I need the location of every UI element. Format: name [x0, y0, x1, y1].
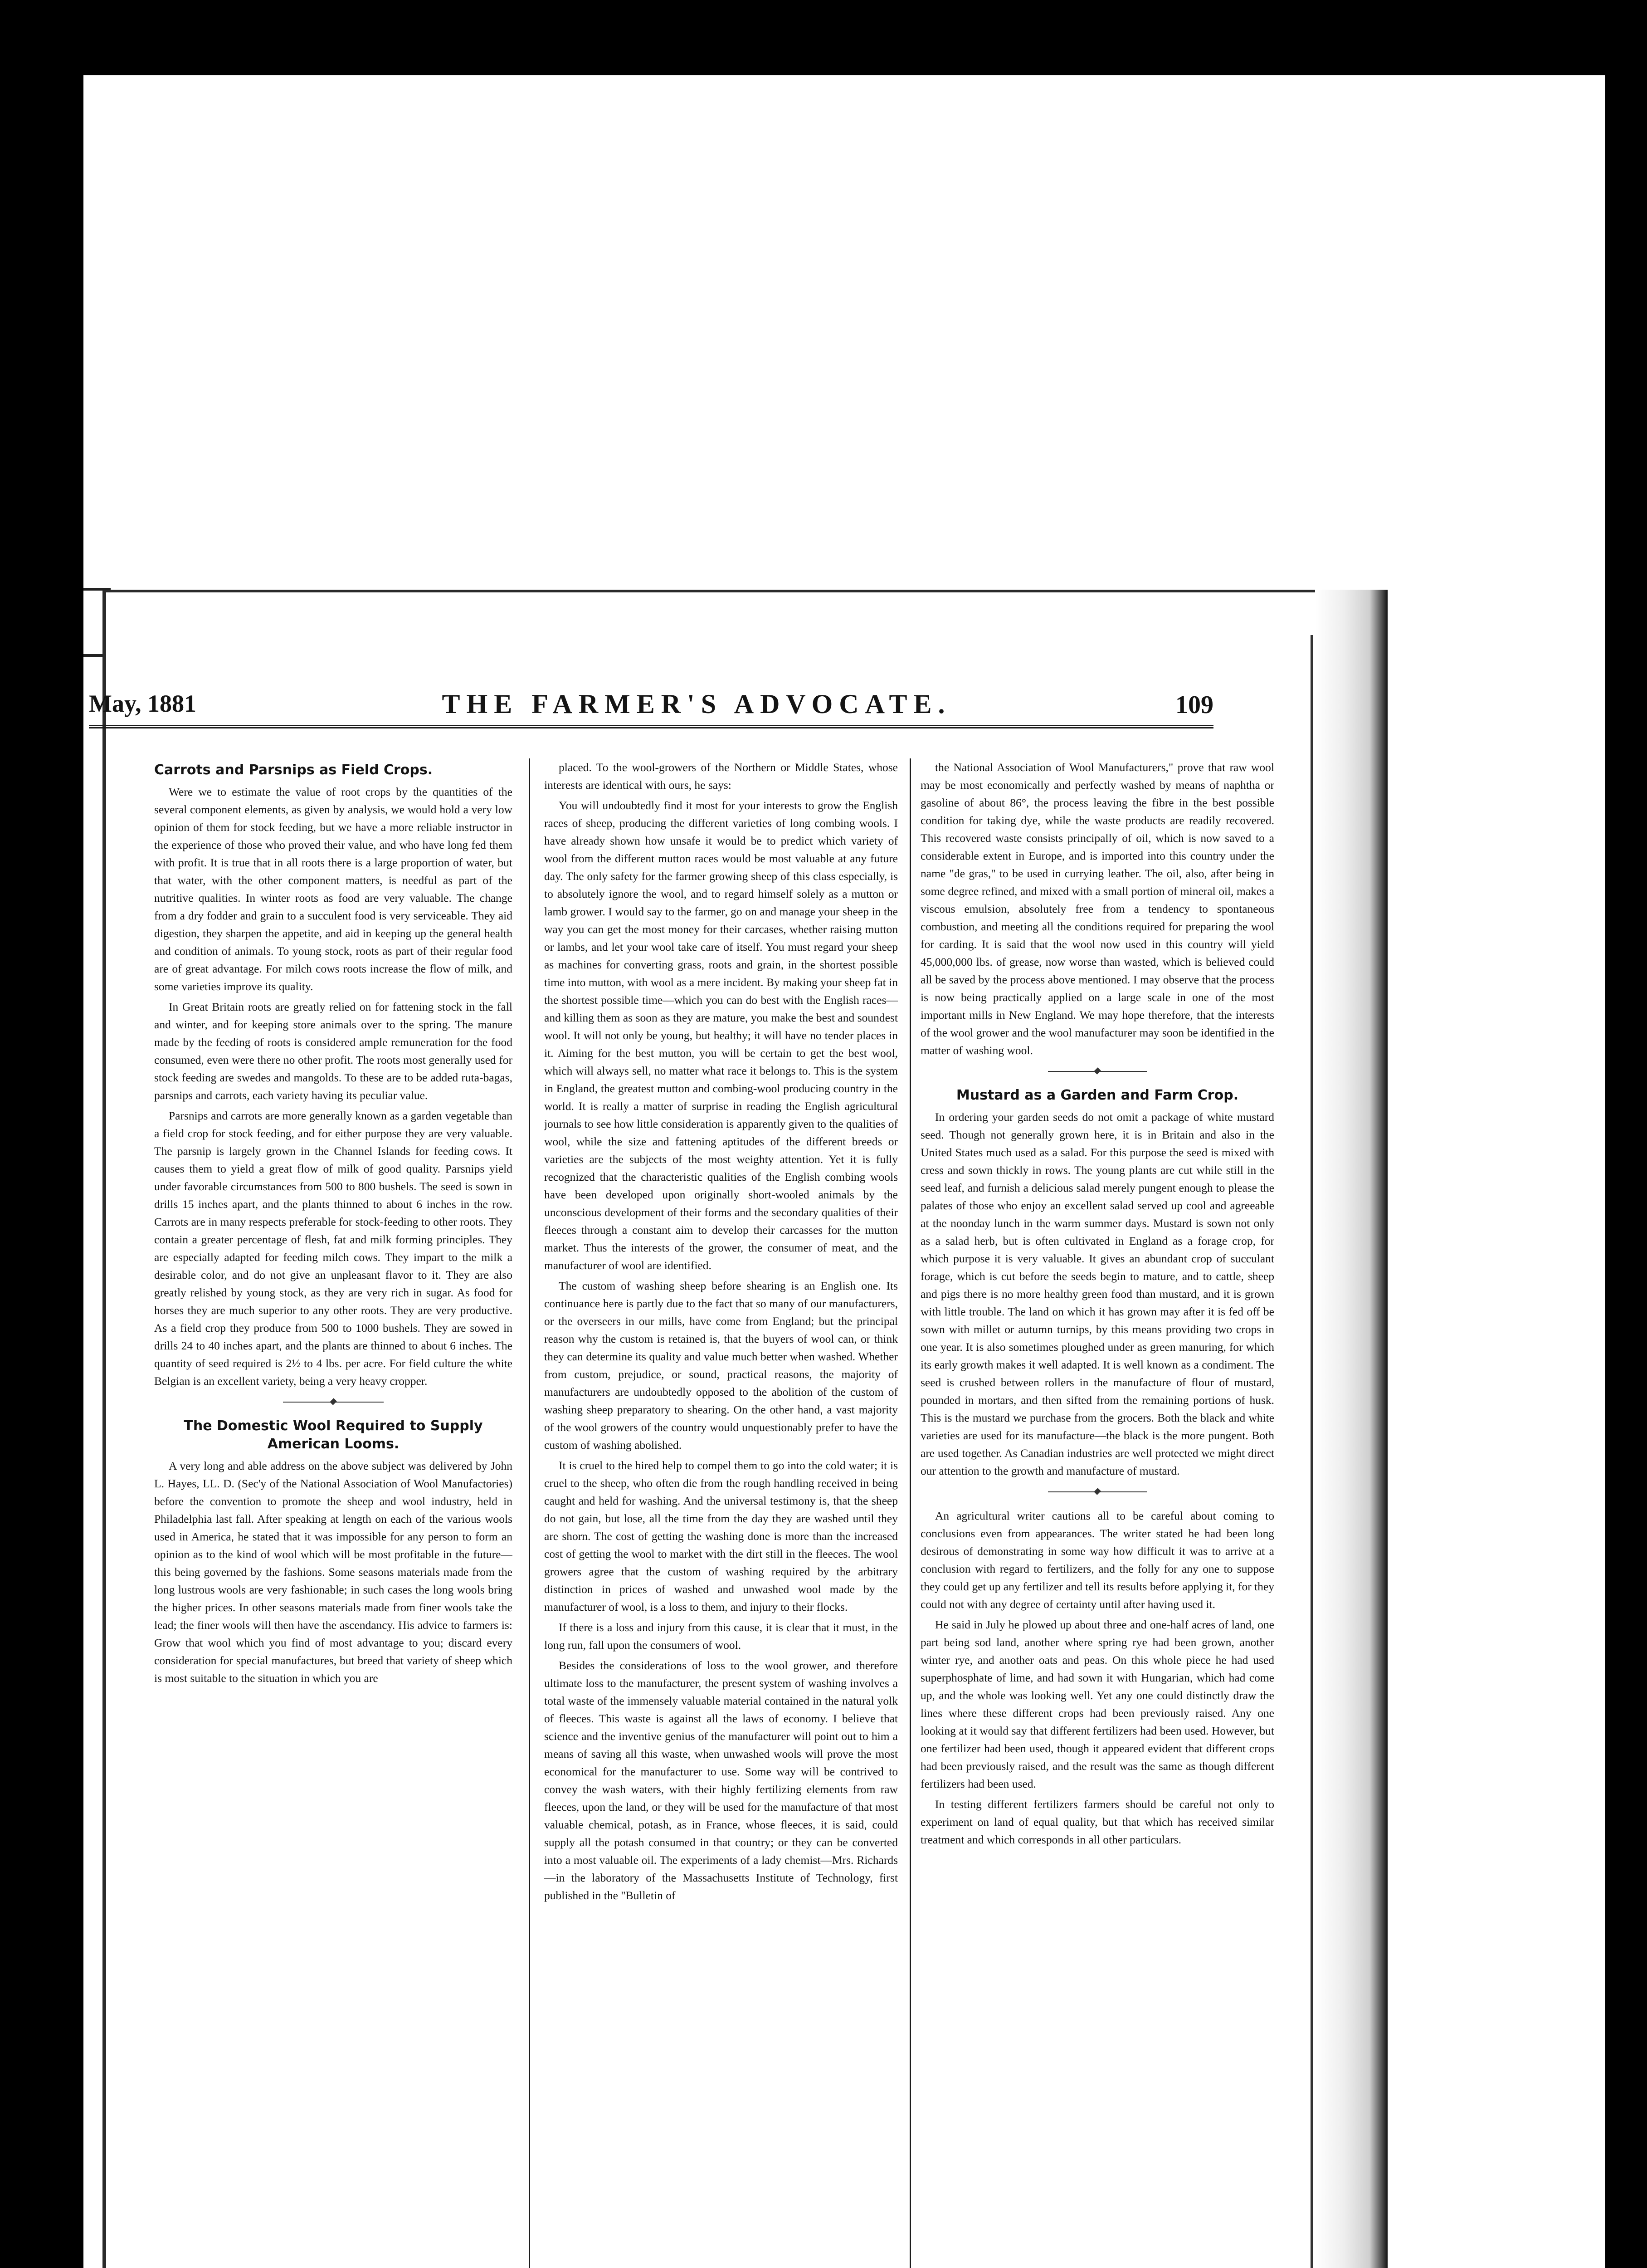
article-paragraph: He said in July he plowed up about three and one-half acres of land, one part being sod land, another where spring rye had been grown, another winter rye, and another oats and peas. On this whole piece he had used superphosphate of lime, and had sown it with Hungarian, which had come up, and the whole was looking well. Yet any one could distinctly draw the lines where these different crops had been previously raised. Any one looking at it would say that different fertilizers had been used. However, but one fertilizer had been used, though it appeared evident that different crops had been previously raised, and the result was the same as though different fertilizers had been used.	[921, 1618, 1274, 1790]
article-paragraph: Besides the considerations of loss to the wool grower, and therefore ultimate loss to the manufacturer, the present system of washing involves a total waste of the immensely valuable material contained in the natural yolk of fleeces. This waste is against all the laws of economy. I believe that science and the inventive genius of the manufacturer will point out to him a means of saving all this waste, when unwashed wools will prove the most economical for the manufacturer to use. Some way will be contrived to convey the wash waters, with their highly fertilizing elements from raw fleeces, upon the land, or they will be used for the manufacture of that most valuable chemical, potash, as in France, whose fleeces, it is said, could supply all the potash consumed in that country; or they can be converted into a most valuable oil. The experiments of a lady chemist—Mrs. Richards—in the laboratory of the Massachusetts Institute of Technology, first published in the "Bulletin of	[544, 1659, 898, 1902]
article-paragraph: The custom of washing sheep before shearing is an English one. Its continuance here is partly due to the fact that so many of our manufacturers, or the overseers in our mills, have come from England; but the principal reason why the custom is retained is, that the buyers of wool can, or think they can determine its quality and value much better when washed. Whether from custom, prejudice, or sound, practical reasons, the majority of manufacturers are undoubtedly opposed to the abolition of the custom of washing sheep preparatory to shearing. On the other hand, a vast majority of the wool growers of the country would unquestionably prefer to have the custom of washing abolished.	[544, 1279, 898, 1452]
article-paragraph: Were we to estimate the value of root crops by the quantities of the several component elements, as given by analysis, we would hold a very low opinion of them for stock feeding, but we have a more reliable instructor in the experience of those who proved their value, and who have long fed them with profit. It is true that in all roots there is a large proportion of water, but that water, with the other component matters, is needful as part of the nutritive qualities. In winter roots as food are very valuable. The change from a dry fodder and grain to a succulent food is very serviceable. They aid digestion, they sharpen the appetite, and aid in keeping up the general health and condition of animals. To young stock, roots as part of their regular food are of great advantage. For milch cows roots increase the flow of milk, and some varieties improve its quality.	[154, 785, 512, 993]
article-paragraph: placed. To the wool-growers of the Northern or Middle States, whose interests are identical with ours, he says:	[544, 761, 898, 792]
article-paragraph: If there is a loss and injury from this cause, it is clear that it must, in the long run, fall upon the consumers of wool.	[544, 1621, 898, 1652]
column-2	[544, 758, 898, 2268]
article-paragraph: You will undoubtedly find it most for your interests to grow the English races of sheep, producing the different varieties of long combing wools. I have already shown how unsafe it would be to predict which variety of wool from the different mutton races would be most valuable at any future day. The only safety for the farmer growing sheep of this class especially, is to absolutely ignore the wool, and to regard himself solely as a mutton or lamb grower. I would say to the farmer, go on and manage your sheep in the way you can get the most money for their carcases, whether raising mutton or lambs, and let your wool take care of itself. You must regard your sheep as machines for converting grass, roots and grain, in the shortest possible time into mutton, with wool as a mere incident. By making your sheep fat in the shortest possible time—which you can do best with the English races—and killing them as soon as they are mature, you make the best and soundest wool. It will not only be young, but healthy; it will have no tender places in it. Aiming for the best mutton, you will be certain to get the best wool, which will always sell, no matter what race it belongs to. This is the system in England, the greatest mutton and combing-wool producing country in the world. It is really a matter of surprise in reading the English agricultural journals to see how little consideration is apparently given to the qualities of wool, while the size and fattening aptitudes of the different breeds or varieties are the subjects of the most weighty attention. Yet it is fully recognized that the characteristic qualities of the English combing wools have been developed upon originally short-wooled animals by the unconscious development of their forms and the secondary qualities of their fleeces through a constant aim to develop their carcasses for the mutton market. Thus the interests of the grower, the consumer of meat, and the manufacturer of wool are identified.	[544, 799, 898, 1272]
section-divider	[921, 1066, 1274, 1076]
page-number: 109	[1175, 691, 1213, 719]
article-paragraph: In ordering your garden seeds do not omit a package of white mustard seed. Though not generally grown here, it is in Britain and also in the United States much used as a salad. For this purpose the seed is mixed with cress and sown thickly in rows. The young plants are cut while still in the seed leaf, and furnish a delicious salad merely pungent enough to please the palates of those who enjoy an excellent salad served up cool and agreeable at the noonday lunch in the warm summer days. Mustard is sown not only as a salad herb, but is often cultivated in England as a forage crop, for which purpose it is very valuable. It gives an abundant crop of succulant forage, which is cut before the seeds begin to mature, and to cattle, sheep and pigs there is no more healthy green food than mustard, and it is grown with little trouble. The land on which it has grown may after it is fed off be sown with millet or autumn turnips, by this means providing two crops in one year. It is also sometimes ploughed under as green manuring, for which its early growth makes it well adapted. It is well known as a condiment. The seed is crushed between rollers in the manufacture of flour of mustard, pounded in mortars, and then sifted from the remaining portions of husk. This is the mustard we purchase from the grocers. Both the black and white varieties are used for its manufacture—the black is the more pungent. Both are used together. As Canadian industries are well protected we might direct our attention to the growth and manufacture of mustard.	[921, 1110, 1274, 1477]
column-1	[154, 758, 512, 2268]
section-divider	[154, 1397, 512, 1407]
article-heading-carrots: Carrots and Parsnips as Field Crops.	[154, 762, 433, 778]
binding-line	[1311, 635, 1313, 2268]
article-paragraph: In testing different fertilizers farmers should be careful not only to experiment on land of equal quality, but that which has received similar treatment and which corresponds in all other particulars.	[921, 1798, 1274, 1846]
masthead-title: THE FARMER'S ADVOCATE.	[442, 689, 951, 719]
article-heading-wool: The Domestic Wool Required to Supply American Looms.	[184, 1418, 483, 1452]
article-paragraph: An agricultural writer cautions all to be careful about coming to conclusions even from appearances. The writer stated he had been long desirous of demonstrating in some way how difficult it was to arrive at a conclusion with regard to fertilizers, and the folly for any one to suppose they could get up any fertilizer and tell its results before applying it, for they could not with any degree of certainty until after having used it.	[921, 1509, 1274, 1611]
article-paragraph: A very long and able address on the above subject was delivered by John L. Hayes, LL. D. (Sec'y of the National Association of Wool Manufactories) before the convention to promote the sheep and wool industry, held in Philadelphia last fall. After speaking at length on each of the various wools used in America, he stated that it was impossible for any person to form an opinion as to the kind of wool which will be most profitable in the future—this being governed by the fashions. Some seasons materials made from the long lustrous wools are very fashionable; in such cases the long wools bring the higher prices. In other seasons materials made from finer wools take the lead; the finer wools will then have the ascendancy. His advice to farmers is: Grow that wool which you find of most advantage to you; discard every consideration for special manufactures, but breed that variety of sheep which is most suitable to the situation in which you are	[154, 1459, 512, 1685]
article-paragraph: In Great Britain roots are greatly relied on for fattening stock in the fall and winter, and for keeping store animals over to the spring. The manure made by the feeding of roots is considered ample remuneration for the food consumed, even were there no other profit. The roots most generally used for stock feeding are swedes and mangolds. To these are to be added ruta-bagas, parsnips and carrots, each variety having its peculiar value.	[154, 1000, 512, 1102]
article-paragraph: It is cruel to the hired help to compel them to go into the cold water; it is cruel to the sheep, who often die from the rough handling received in being caught and held for washing. And the universal testimony is, that the sheep do not gain, but lose, all the time from the day they are washed until they are shorn. The cost of getting the washing done is more than the increased cost of getting the wool to market with the dirt still in the fleeces. The wool growers agree that the custom of washing required by the arbitrary distinction in prices of washed and unwashed wool made by the manufacturer of wool, is a loss to them, and injury to their flocks.	[544, 1459, 898, 1613]
section-divider	[921, 1487, 1274, 1497]
column-rule	[910, 758, 911, 2268]
article-paragraph: the National Association of Wool Manufacturers," prove that raw wool may be most economically and perfectly washed by means of naphtha or gasoline of about 86°, the process leaving the fibre in the best possible condition for taking dye, while the waste products are readily recovered. This recovered waste consists principally of oil, which is now saved to a considerable extent in Europe, and is imported into this country under the name "de gras," to be used in currying leather. The oil, also, after being in some degree refined, and mixed with a small portion of mineral oil, makes a viscous emulsion, absolutely free from a tendency to spontaneous combustion, and meeting all the conditions required for preparing the wool for carding. It is said that the wool now used in this country will yield 45,000,000 lbs. of grease, now worse than wasted, which is believed could all be saved by the process above mentioned. I may observe that the process is now being practically applied on a large scale in one of the most important mills in New England. We may hope therefore, that the interests of the wool grower and the wool manufacturer may soon be identified in the matter of washing wool.	[921, 761, 1274, 1057]
column-rule	[529, 758, 530, 2268]
column-3	[921, 758, 1274, 2268]
article-heading-mustard: Mustard as a Garden and Farm Crop.	[956, 1087, 1239, 1103]
page-header	[89, 689, 1213, 728]
book-binding	[1315, 590, 1388, 2268]
issue-date: May, 1881	[89, 690, 196, 717]
article-paragraph: Parsnips and carrots are more generally known as a garden vegetable than a field crop for stock feeding, and for either purpose they are very valuable. The parsnip is largely grown in the Channel Islands for feeding cows. It causes them to yield a great flow of milk of good quality. Parsnips yield under favorable circumstances from 500 to 800 bushels. The seed is sown in drills 15 inches apart, and the plants thinned to about 6 inches in the row. Carrots are in many respects preferable for stock-feeding to other roots. They contain a greater percentage of flesh, fat and milk forming principles. They are especially adapted for feeding milch cows. They impart to the milk a desirable color, and do not give an unpleasant flavor to it. They are also greatly relished by young stock, as they are very rich in sugar. As food for horses they are much superior to any other roots. They are very productive. As a field crop they produce from 500 to 1000 bushels. They are sowed in drills 24 to 40 inches apart, and the plants are thinned to about 6 inches. The quantity of seed required is 2½ to 4 lbs. per acre. For field culture the white Belgian is an excellent variety, being a very heavy cropper.	[154, 1109, 512, 1388]
